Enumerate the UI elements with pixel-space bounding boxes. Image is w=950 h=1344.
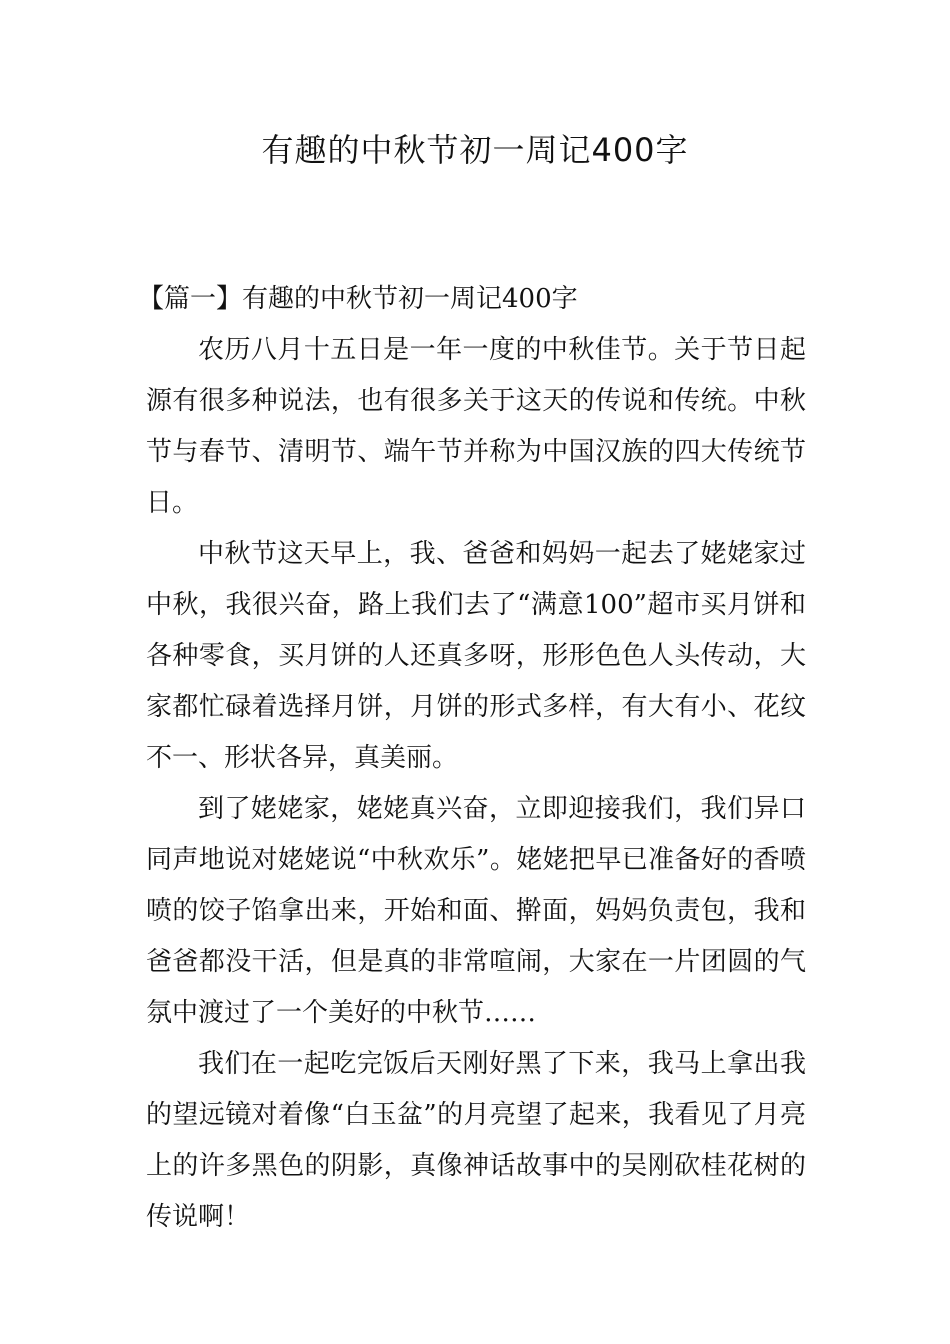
paragraph-3: 到了姥姥家，姥姥真兴奋，立即迎接我们，我们异口同声地说对姥姥说“中秋欢乐”。姥姥把早已准备好的香喷喷的饺子馅拿出来，开始和面、擀面，妈妈负责包，我和爸爸都没干活，但是真的非常喧闹，大家在一片团圆的气氛中渡过了一个美好的中秋节……: [146, 794, 806, 1028]
document-title: 有趣的中秋节初一周记400字: [261, 131, 689, 169]
paragraph-2: 中秋节这天早上，我、爸爸和妈妈一起去了姥姥家过中秋，我很兴奋，路上我们去了“满意100”超市买月饼和各种零食，买月饼的人还真多呀，形形色色人头传动，大家都忙碌着选择月饼，月饼的形式多样，有大有小、花纹不一、形状各异，真美丽。: [146, 539, 806, 773]
section-heading: 【篇一】有趣的中秋节初一周记400字: [138, 284, 578, 314]
paragraph-1: 农历八月十五日是一年一度的中秋佳节。关于节日起源有很多种说法，也有很多关于这天的传说和传统。中秋节与春节、清明节、端午节并称为中国汉族的四大传统节日。: [146, 335, 806, 518]
document-body: [138, 274, 806, 1243]
paragraph-4: 我们在一起吃完饭后天刚好黑了下来，我马上拿出我的望远镜对着像“白玉盆”的月亮望了起来，我看见了月亮上的许多黑色的阴影，真像神话故事中的吴刚砍桂花树的传说啊！: [146, 1049, 806, 1232]
